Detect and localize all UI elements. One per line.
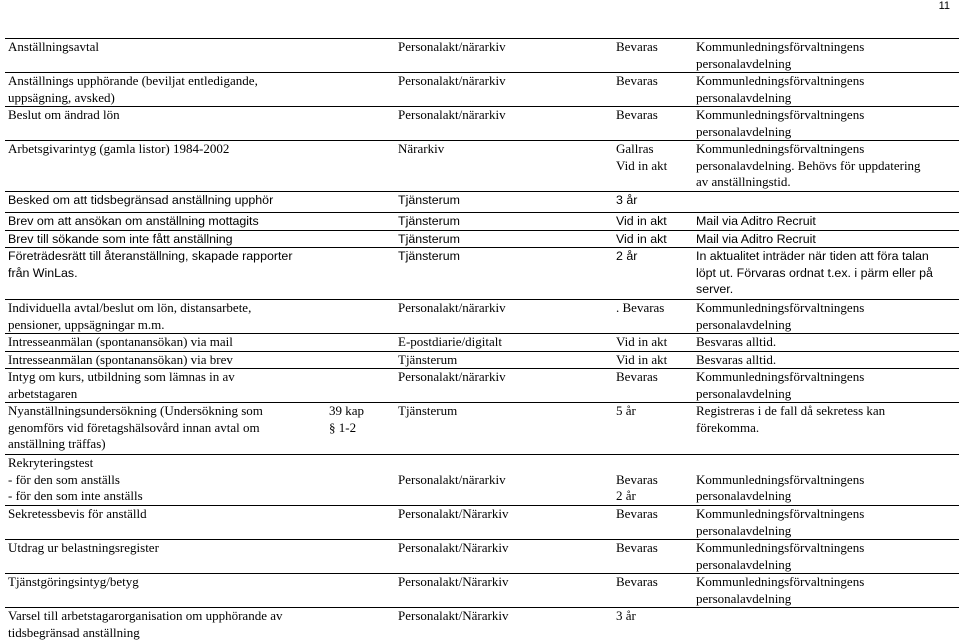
retention-rule: Vid in akt — [616, 334, 668, 349]
retention-rule: Vid in akt — [616, 351, 668, 367]
storage-location: Personalakt/närarkiv — [398, 300, 506, 315]
document-type: Individuella avtal/beslut om lön, distansarbete, pensioner, uppsägningar m.m. — [8, 300, 252, 332]
retention-table — [5, 38, 959, 641]
storage-location: Personalakt/Närarkiv — [398, 506, 509, 521]
remark: In aktualitet inträder när tiden att föra talan löpt ut. Förvaras ordnat t.ex. i pärm eller på server. — [696, 249, 933, 296]
table-row — [5, 506, 959, 540]
storage-location: Tjänsterum — [398, 214, 460, 228]
retention-rule: 3 år — [616, 193, 638, 207]
remark: Kommunledningsförvaltningens personalavdelning — [696, 540, 865, 572]
remark: Kommunledningsförvaltningens personalavdelning. Behövs för uppdatering av anställningstid. — [696, 141, 921, 189]
retention-rule: Bevaras — [616, 506, 658, 521]
storage-location: Tjänsterum — [398, 249, 460, 263]
retention-rule: 3 år — [616, 608, 636, 623]
document-type: Intresseanmälan (spontanansökan) via brev — [8, 351, 233, 367]
remark: Besvaras alltid. — [696, 351, 777, 367]
document-type: Intresseanmälan (spontanansökan) via mail — [8, 334, 233, 349]
legal-reference: 39 kap § 1-2 — [329, 403, 365, 435]
storage-location: Personalakt/Närarkiv — [398, 574, 509, 589]
table-row — [5, 403, 959, 455]
document-type: Brev om att ansökan om anställning mottagits — [8, 214, 259, 228]
table-row — [5, 213, 959, 231]
retention-rule: Bevaras — [616, 73, 658, 88]
document-type: Anställningsavtal — [8, 39, 99, 54]
legal-reference — [320, 352, 394, 369]
document-type: Arbetsgivarintyg (gamla listor) 1984-2002 — [8, 141, 230, 156]
remark: Kommunledningsförvaltningens personalavdelning — [696, 300, 865, 332]
retention-rule: Vid in akt — [616, 214, 667, 228]
storage-location: Närarkiv — [398, 141, 445, 156]
retention-rule: Bevaras — [616, 369, 658, 384]
table-row — [5, 300, 959, 334]
legal-reference — [320, 213, 394, 230]
storage-location: Personalakt/Närarkiv — [398, 540, 509, 555]
storage-location: Tjänsterum — [398, 403, 458, 418]
storage-location: Personalakt/Närarkiv — [398, 608, 509, 623]
document-type: Brev till sökande som inte fått anställning — [8, 231, 233, 246]
legal-reference — [320, 231, 394, 248]
table-row — [5, 192, 959, 213]
storage-location: Personalakt/närarkiv — [398, 369, 506, 384]
remark: Mail via Aditro Recruit — [696, 231, 816, 246]
document-type: Utdrag ur belastningsregister — [8, 540, 159, 555]
document-type: Varsel till arbetstagarorganisation om upphörande av tidsbegränsad anställning — [8, 608, 283, 640]
table-row — [5, 141, 959, 192]
storage-location: Tjänsterum — [398, 193, 460, 207]
remark: Besvaras alltid. — [696, 334, 777, 349]
legal-reference — [320, 455, 394, 505]
table-row — [5, 540, 959, 574]
storage-location: Tjänsterum — [398, 351, 458, 367]
retention-rule: Bevaras — [616, 574, 658, 589]
legal-reference — [320, 334, 394, 351]
document-type: Intyg om kurs, utbildning som lämnas in av arbetstagaren — [8, 369, 235, 401]
storage-location: Personalakt/närarkiv — [398, 73, 506, 88]
legal-reference — [320, 369, 394, 402]
table-row — [5, 107, 959, 141]
legal-reference — [320, 608, 394, 641]
document-type: Tjänstgöringsintyg/betyg — [8, 574, 139, 589]
retention-rule: Bevaras — [616, 39, 658, 54]
legal-reference — [320, 73, 394, 106]
legal-reference — [320, 141, 394, 191]
retention-rule: Bevaras — [616, 540, 658, 555]
remark — [693, 192, 959, 212]
remark: Kommunledningsförvaltningens personalavdelning — [696, 471, 865, 503]
table-row — [5, 369, 959, 403]
legal-reference — [320, 107, 394, 140]
retention-rule: 2 år — [616, 249, 638, 263]
storage-location: Tjänsterum — [398, 231, 460, 246]
legal-reference — [320, 300, 394, 333]
remark: Kommunledningsförvaltningens personalavdelning — [696, 73, 865, 105]
retention-rule: Bevaras — [616, 107, 658, 122]
remark: Registreras i de fall då sekretess kan förekomma. — [696, 403, 886, 435]
table-row — [5, 248, 959, 300]
document-type: Beslut om ändrad lön — [8, 107, 120, 122]
table-row — [5, 334, 959, 352]
storage-location: Personalakt/närarkiv — [398, 107, 506, 122]
retention-rule: . Bevaras — [616, 300, 665, 315]
legal-reference — [320, 574, 394, 607]
remark: Kommunledningsförvaltningens personalavdelning — [696, 574, 865, 606]
table-row — [5, 231, 959, 249]
legal-reference — [320, 192, 394, 212]
document-type: Företrädesrätt till återanställning, skapade rapporter från WinLas. — [8, 249, 293, 280]
storage-location: Personalakt/närarkiv — [398, 39, 506, 54]
document-type: Besked om att tidsbegränsad anställning upphör — [8, 193, 274, 207]
page-number: 11 — [938, 0, 950, 12]
legal-reference — [320, 506, 394, 539]
table-row — [5, 574, 959, 608]
table-row — [5, 73, 959, 107]
remark: Mail via Aditro Recruit — [696, 214, 816, 228]
retention-rule: Bevaras 2 år — [616, 471, 658, 503]
legal-reference — [320, 540, 394, 573]
remark — [693, 608, 959, 641]
legal-reference — [320, 248, 394, 299]
document-type: Rekryteringstest - för den som anställs - för den som inte anställs — [8, 455, 143, 503]
remark: Kommunledningsförvaltningens personalavdelning — [696, 369, 865, 401]
table-row — [5, 455, 959, 506]
document-type: Sekretessbevis för anställd — [8, 506, 147, 521]
table-row — [5, 352, 959, 370]
storage-location: Personalakt/närarkiv — [398, 471, 506, 487]
remark: Kommunledningsförvaltningens personalavdelning — [696, 39, 865, 71]
table-row — [5, 608, 959, 641]
retention-rule: Vid in akt — [616, 231, 667, 246]
table-row — [5, 39, 959, 73]
document-type: Anställnings upphörande (beviljat entledigande, uppsägning, avsked) — [8, 73, 258, 105]
remark: Kommunledningsförvaltningens personalavdelning — [696, 107, 865, 139]
document-type: Nyanställningsundersökning (Undersökning som genomförs vid företagshälsovård innan avtal om anställning träffas) — [8, 403, 263, 451]
retention-rule: 5 år — [616, 403, 636, 418]
storage-location: E-postdiarie/digitalt — [398, 334, 502, 349]
legal-reference — [320, 39, 394, 72]
remark: Kommunledningsförvaltningens personalavdelning — [696, 506, 865, 538]
retention-rule: Gallras Vid in akt — [616, 141, 668, 173]
